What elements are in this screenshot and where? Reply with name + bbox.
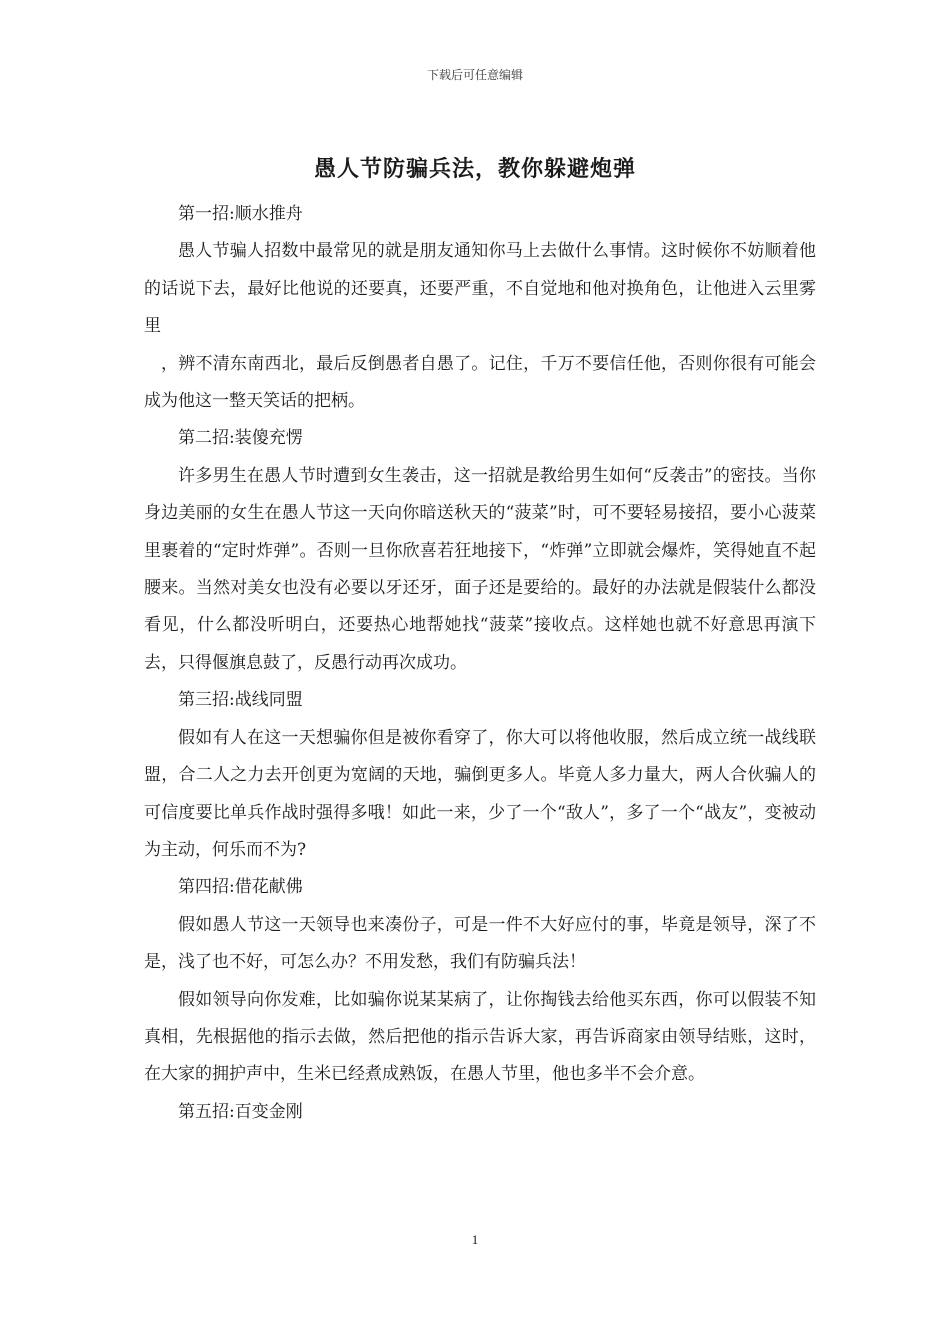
page-number: 1 — [471, 1232, 479, 1247]
section-heading-4: 第四招:借花献佛 — [178, 877, 303, 898]
document-body — [144, 196, 816, 1131]
section-heading-2: 第二招:装傻充愣 — [178, 428, 303, 449]
paragraph: 假如愚人节这一天领导也来凑份子，可是一件不大好应付的事，毕竟是领导，深了不是，浅了也不好，可怎么办？不用发愁，我们有防骗兵法！ — [144, 914, 816, 973]
section-heading-5: 第五招:百变金刚 — [178, 1101, 303, 1122]
paragraph: 假如有人在这一天想骗你但是被你看穿了，你大可以将他收服，然后成立统一战线联盟，合二人之力去开创更为宽阔的天地，骗倒更多人。毕竟人多力量大，两人合伙骗人的可信度要比单兵作战时强得多哦！如此一来，少了一个“敌人”，多了一个“战友”，变被动为主动，何乐而不为? — [144, 727, 816, 860]
header-note: 下载后可任意编辑 — [426, 68, 523, 82]
paragraph: ，辨不清东南西北，最后反倒愚者自愚了。记住，千万不要信任他，否则你很有可能会成为他这一整天笑话的把柄。 — [144, 353, 816, 412]
section-heading-1: 第一招:顺水推舟 — [178, 204, 303, 224]
paragraph: 许多男生在愚人节时遭到女生袭击，这一招就是教给男生如何“反袭击”的密技。当你身边美丽的女生在愚人节这一天向你暗送秋天的“菠菜”时，可不要轻易接招，要小心菠菜里裹着的“定时炸弹”。否则一旦你欣喜若狂地接下，“炸弹”立即就会爆炸，笑得她直不起腰来。当然对美女也没有必要以牙还牙，面子还是要给的。最好的办法就是假装什么都没看见，什么都没听明白，还要热心地帮她找“菠菜”接收点。这样她也就不好意思再演下去，只得偃旗息鼓了，反愚行动再次成功。 — [144, 465, 816, 673]
paragraph: 假如领导向你发难，比如骗你说某某病了，让你掏钱去给他买东西，你可以假装不知真相，先根据他的指示去做，然后把他的指示告诉大家，再告诉商家由领导结账，这时，在大家的拥护声中，生米已经煮成熟饭，在愚人节里，他也多半不会介意。 — [144, 989, 816, 1085]
document-title: 愚人节防骗兵法，教你躲避炮弹 — [313, 157, 636, 182]
paragraph: 愚人节骗人招数中最常见的就是朋友通知你马上去做什么事情。这时候你不妨顺着他的话说下去，最好比他说的还要真，还要严重，不自觉地和他对换角色，让他进入云里雾里 — [144, 241, 816, 337]
section-heading-3: 第三招:战线同盟 — [178, 690, 303, 711]
